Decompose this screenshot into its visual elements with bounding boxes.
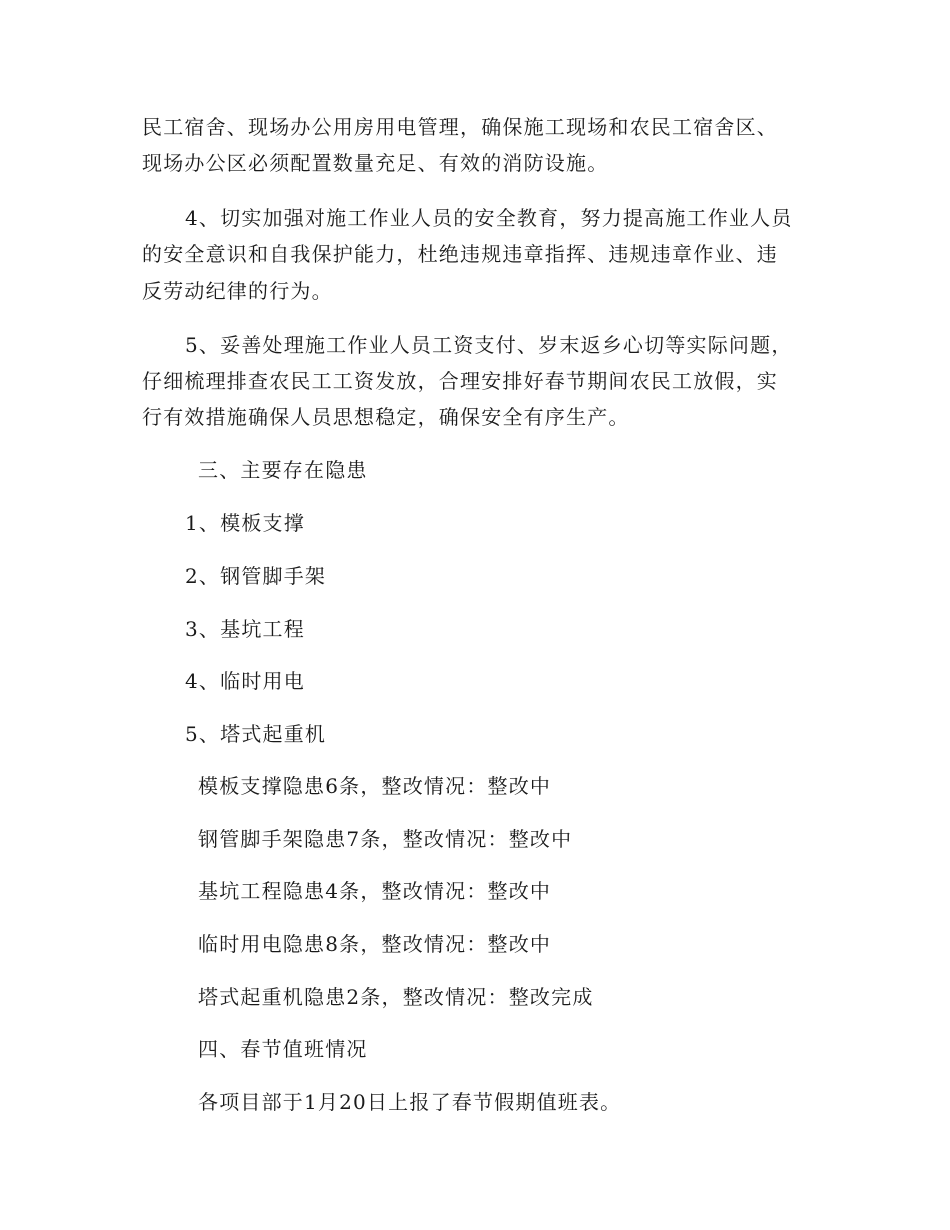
paragraph-line: 民工宿舍、现场办公用房用电管理，确保施工现场和农民工宿舍区、 [142,115,778,139]
list-item: 2、钢管脚手架 [185,564,327,588]
hazard-detail: 基坑工程隐患4条，整改情况：整改中 [198,879,552,903]
paragraph-line: 现场办公区必须配置数量充足、有效的消防设施。 [142,151,609,175]
list-item: 3、基坑工程 [185,617,305,641]
section-heading: 四、春节值班情况 [198,1037,368,1061]
paragraph-line: 反劳动纪律的行为。 [142,279,333,303]
hazard-detail: 钢管脚手架隐患7条，整改情况：整改中 [198,827,573,851]
list-item: 4、临时用电 [185,669,305,693]
paragraph-line: 5、妥善处理施工作业人员工资支付、岁末返乡心切等实际问题， [185,333,793,357]
list-item: 5、塔式起重机 [185,722,327,746]
hazard-detail: 模板支撑隐患6条，整改情况：整改中 [198,774,552,798]
paragraph-line: 各项目部于1月20日上报了春节假期值班表。 [198,1090,622,1114]
section-heading: 三、主要存在隐患 [198,458,368,482]
paragraph-line: 行有效措施确保人员思想稳定，确保安全有序生产。 [142,405,630,429]
paragraph-line: 的安全意识和自我保护能力，杜绝违规违章指挥、违规违章作业、违 [142,242,778,266]
paragraph-line: 仔细梳理排查农民工工资发放，合理安排好春节期间农民工放假，实 [142,369,778,393]
hazard-detail: 塔式起重机隐患2条，整改情况：整改完成 [198,985,594,1009]
list-item: 1、模板支撑 [185,511,305,535]
paragraph-line: 4、切实加强对施工作业人员的安全教育，努力提高施工作业人员 [185,206,793,230]
hazard-detail: 临时用电隐患8条，整改情况：整改中 [198,932,552,956]
